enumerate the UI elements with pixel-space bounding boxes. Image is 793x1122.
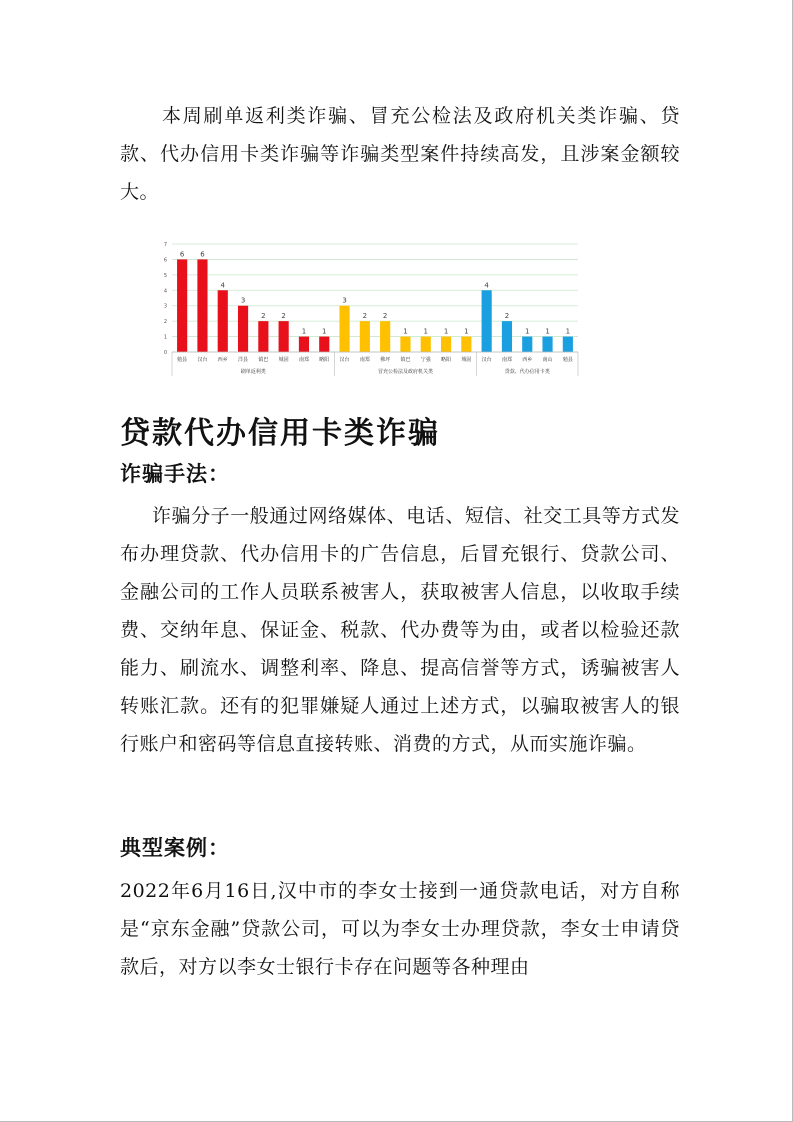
x-tick-label: 略阳: [319, 357, 330, 363]
bar: [441, 337, 451, 352]
bar: [360, 321, 370, 352]
x-tick-label: 勉县: [562, 357, 573, 363]
y-tick-label: 3: [163, 303, 167, 310]
y-tick-label: 0: [163, 350, 167, 356]
bar-value-label: 1: [301, 327, 307, 336]
y-tick-label: 1: [163, 334, 167, 341]
group-label: 刷单返利类: [240, 369, 266, 375]
x-tick-label: 西乡: [217, 357, 228, 363]
bar-value-label: 1: [545, 327, 550, 336]
bar-value-label: 2: [504, 312, 510, 321]
bar: [319, 337, 329, 352]
bar-value-label: 6: [200, 250, 205, 259]
x-tick-label: 南郑: [298, 357, 309, 363]
method-paragraph: 诈骗分子一般通过网络媒体、电话、短信、社交工具等方式发布办理贷款、代办信用卡的广告信息，后冒充银行、贷款公司、金融公司的工作人员联系被害人，获取被害人信息，以收取手续费、交纳年息、保证金、税款、代办费等为由，或者以检验还款能力、刷流水、调整利率、降息、提高信誉等方式，诱骗被害人转账汇款。还有的犯罪嫌疑人通过上述方式，以骗取被害人的银行账户和密码等信息直接转账、消费的方式，从而实施诈骗。: [120, 505, 680, 755]
x-tick-label: 勉县: [177, 357, 188, 363]
x-tick-label: 宁强: [420, 357, 431, 363]
section-title: 贷款代办信用卡类诈骗: [120, 416, 440, 451]
bar: [177, 259, 187, 352]
x-tick-label: 西乡: [522, 357, 533, 363]
x-tick-label: 南郑: [359, 357, 370, 363]
x-tick-label: 南山: [542, 357, 553, 363]
bar-value-label: 6: [179, 250, 185, 259]
x-tick-label: 略阳: [441, 357, 452, 363]
bar-value-label: 3: [240, 296, 246, 305]
bar: [461, 337, 471, 352]
y-tick-label: 5: [163, 272, 167, 279]
bar-value-label: 2: [261, 312, 266, 321]
y-tick-label: 7: [163, 242, 167, 248]
bar: [522, 337, 532, 352]
bar-value-label: 1: [443, 327, 449, 336]
bar-value-label: 1: [423, 327, 428, 336]
bar: [400, 337, 410, 352]
y-tick-label: 6: [163, 257, 167, 264]
bar: [258, 321, 268, 352]
x-tick-label: 城固: [461, 357, 472, 363]
bar-value-label: 4: [484, 281, 489, 290]
bar-value-label: 1: [565, 327, 571, 336]
bar: [380, 321, 390, 352]
bar-value-label: 2: [362, 312, 368, 321]
chart-svg: [158, 238, 582, 378]
bar-value-label: 1: [525, 327, 530, 336]
x-tick-label: 城固: [278, 357, 289, 363]
case-heading: 典型案例：: [120, 836, 230, 860]
bar: [197, 259, 207, 352]
bar: [542, 337, 552, 352]
bar: [218, 290, 228, 352]
intro-paragraph: 本周刷单返利类诈骗、冒充公检法及政府机关类诈骗、贷款、代办信用卡类诈骗等诈骗类型案件持续高发，且涉案金额较大。: [120, 105, 680, 203]
x-tick-label: 镇巴: [400, 357, 411, 363]
bar: [563, 337, 573, 352]
bar: [502, 321, 512, 352]
bar-value-label: 2: [281, 312, 286, 321]
x-tick-label: 镇巴: [258, 357, 269, 363]
case-bar-chart: [158, 238, 582, 378]
y-tick-label: 2: [163, 319, 167, 326]
bar: [421, 337, 431, 352]
bar: [238, 306, 248, 352]
bar-value-label: 3: [342, 296, 347, 305]
method-heading: 诈骗手法：: [120, 462, 230, 486]
bar: [299, 337, 309, 352]
bar: [279, 321, 289, 352]
bar: [339, 306, 349, 352]
bar-value-label: 2: [382, 312, 388, 321]
case-paragraph: 2022年6月16日,汉中市的李女士接到一通贷款电话，对方自称是“京东金融”贷款公司，可以为李女士办理贷款，李女士申请贷款后，对方以李女士银行卡存在问题等各种理由: [120, 880, 680, 978]
bar-value-label: 1: [403, 327, 408, 336]
group-label: 冒充公检法及政府机关类: [377, 369, 433, 375]
x-tick-label: 汉台: [197, 357, 208, 363]
bar-value-label: 1: [322, 327, 327, 336]
x-tick-label: 汉台: [339, 357, 350, 363]
bar-value-label: 4: [220, 281, 225, 290]
x-tick-label: 佛坪: [380, 357, 391, 363]
bar: [482, 290, 492, 352]
group-label: 贷款、代办信用卡类: [504, 369, 550, 375]
x-tick-label: 洋县: [238, 357, 249, 363]
x-tick-label: 南郑: [501, 357, 512, 363]
y-tick-label: 4: [163, 288, 167, 295]
bar-value-label: 1: [464, 327, 469, 336]
x-tick-label: 汉台: [481, 357, 492, 363]
